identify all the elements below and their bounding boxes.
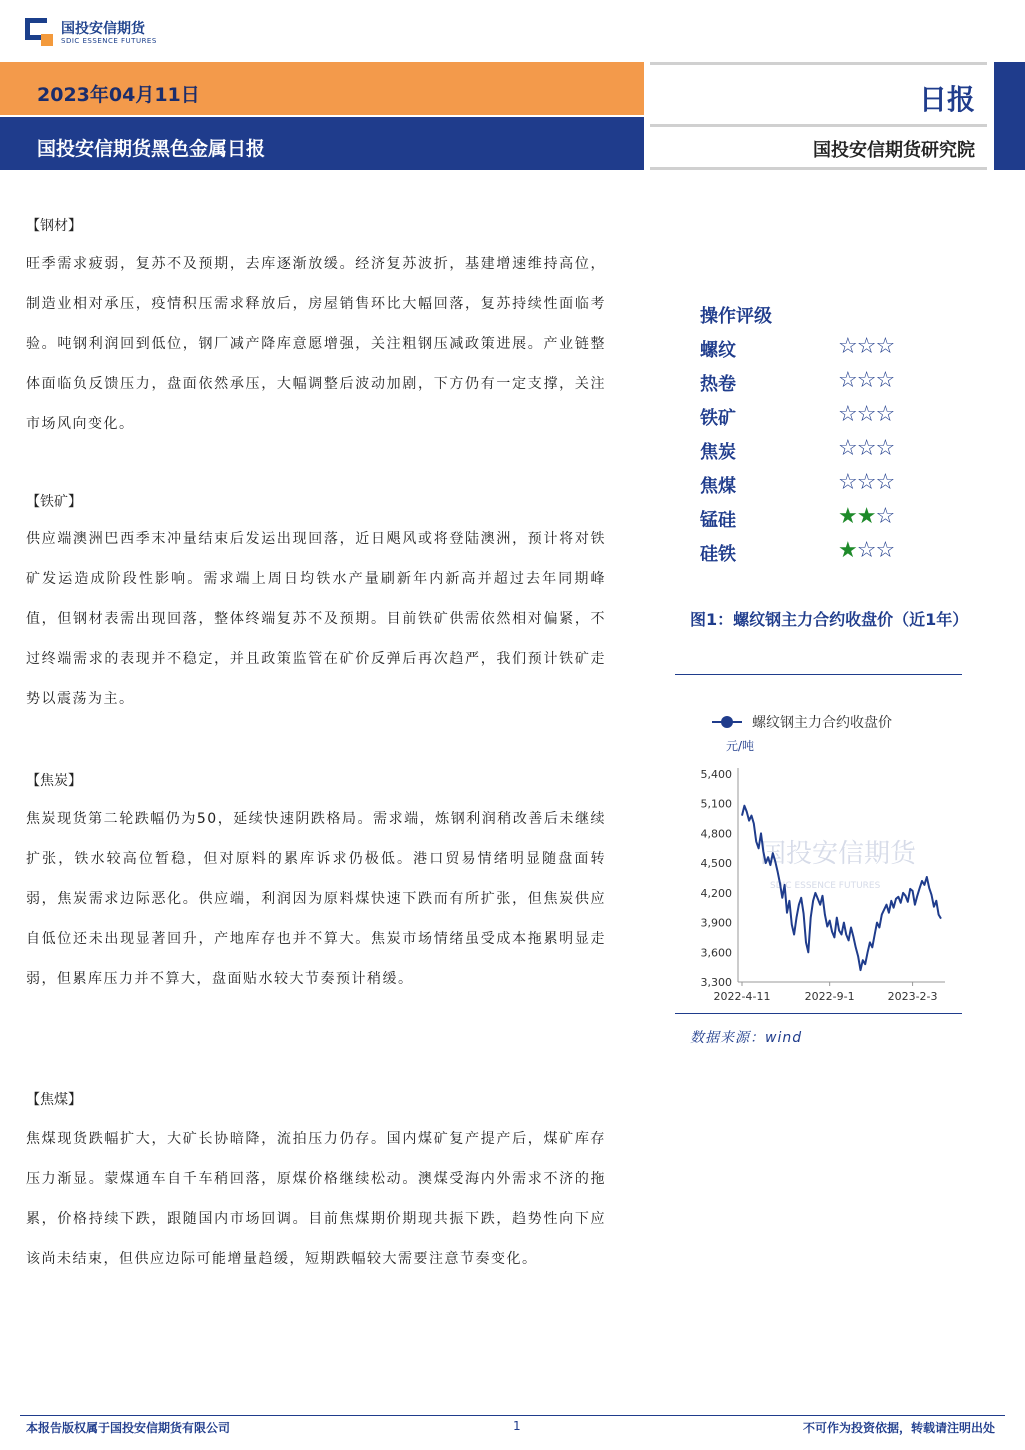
rating-row: [700, 472, 940, 502]
rating-stars: [838, 470, 894, 495]
star-empty-icon: ☆: [875, 402, 895, 427]
header-edge-bar: [994, 62, 1025, 170]
star-empty-icon: ☆: [856, 402, 876, 427]
rating-name: 螺纹: [700, 340, 736, 361]
x-tick-label: 2023-2-3: [887, 990, 938, 1003]
star-empty-icon: ☆: [856, 436, 876, 461]
logo-icon: [25, 18, 55, 48]
star-empty-icon: ☆: [838, 334, 857, 359]
star-empty-icon: ☆: [856, 538, 876, 563]
rating-row: [700, 336, 940, 366]
section-text-coke: 焦炭现货第二轮跌幅仍为50，延续快速阴跌格局。需求端，炼钢利润稍改善后未继续扩张，铁水较高位暂稳，但对原料的累库诉求仍极低。港口贸易情绪明显随盘面转弱，焦炭需求边际恶化。供应端，利润因为原料煤快速下跌而有所扩张，但焦炭供应自低位还未出现显著回升，产地库存也并不算大。焦炭市场情绪虽受成本拖累明显走弱，但累库压力并不算大，盘面贴水较大节奏预计稍缓。: [26, 811, 606, 987]
rating-stars: [838, 504, 894, 529]
price-line-chart: [690, 700, 960, 1015]
rating-stars: [838, 368, 894, 393]
rating-stars: [838, 436, 894, 461]
star-filled-icon: ★: [838, 504, 857, 529]
rating-row: [700, 540, 940, 570]
rating-row: [700, 404, 940, 434]
rating-name: 硅铁: [700, 544, 736, 565]
y-tick-label: 4,800: [700, 827, 732, 841]
star-empty-icon: ☆: [838, 402, 857, 427]
star-empty-icon: ☆: [856, 368, 876, 393]
rating-stars: [838, 334, 894, 359]
rating-row: [700, 370, 940, 400]
rating-row: [700, 506, 940, 536]
star-filled-icon: ★: [838, 538, 857, 563]
section-text-iron-ore: 供应端澳洲巴西季末冲量结束后发运出现回落，近日飓风或将登陆澳洲，预计将对铁矿发运造成阶段性影响。需求端上周日均铁水产量刷新年内新高并超过去年同期峰值，但钢材表需出现回落，整体终端复苏不及预期。目前铁矿供需依然相对偏紧，不过终端需求的表现并不稳定，并且政策监管在矿价反弹后再次趋严，我们预计铁矿走势以震荡为主。: [26, 531, 606, 707]
footer-rule: [20, 1415, 1005, 1416]
footer-copyright: 本报告版权属于国投安信期货有限公司: [26, 1421, 231, 1435]
logo-cn-text: 国投安信期货: [61, 20, 145, 37]
star-filled-icon: ★: [856, 504, 876, 529]
rating-stars: [838, 402, 894, 427]
y-axis-unit: 元/吨: [726, 739, 755, 753]
x-tick-label: 2022-4-11: [713, 990, 771, 1003]
doc-type-label: 日报: [918, 83, 975, 116]
star-empty-icon: ☆: [875, 538, 895, 563]
section-head-coke: 【焦炭】: [26, 773, 82, 789]
institute-name: 国投安信期货研究院: [813, 140, 975, 161]
rating-name: 铁矿: [700, 408, 736, 429]
y-tick-label: 3,900: [700, 916, 732, 930]
rating-name: 热卷: [700, 374, 736, 395]
section-text-coking-coal: 焦煤现货跌幅扩大，大矿长协暗降，流拍压力仍存。国内煤矿复产提产后，煤矿库存压力渐显。蒙煤通车自千车稍回落，原煤价格继续松动。澳煤受海内外需求不济的拖累，价格持续下跌，跟随国内市场回调。目前焦煤期价期现共振下跌，趋势性向下应该尚未结束，但供应边际可能增量趋缓，短期跌幅较大需要注意节奏变化。: [26, 1131, 606, 1267]
y-tick-label: 4,500: [700, 857, 732, 871]
rating-name: 锰硅: [700, 510, 736, 531]
rating-title: 操作评级: [700, 306, 772, 327]
star-empty-icon: ☆: [838, 470, 857, 495]
star-empty-icon: ☆: [875, 368, 895, 393]
y-tick-label: 3,300: [700, 976, 732, 989]
section-head-coking-coal: 【焦煤】: [26, 1092, 82, 1108]
y-tick-label: 5,400: [700, 768, 732, 781]
figure-bottom-rule: [675, 1013, 962, 1014]
figure-source: 数据来源：wind: [690, 1030, 803, 1046]
section-text-steel: 旺季需求疲弱，复苏不及预期，去库逐渐放缓。经济复苏波折，基建增速维持高位，制造业相对承压，疫情积压需求释放后，房屋销售环比大幅回落，复苏持续性面临考验。吨钢利润回到低位，钢厂减产降库意愿增强，关注粗钢压减政策进展。产业链整体面临负反馈压力，盘面依然承压，大幅调整后波动加剧，下方仍有一定支撑，关注市场风向变化。: [26, 256, 606, 432]
report-date: 2023年04月11日: [37, 84, 200, 106]
star-empty-icon: ☆: [838, 436, 857, 461]
rating-stars: [838, 538, 894, 563]
legend-marker-icon: [721, 716, 733, 728]
star-empty-icon: ☆: [856, 470, 876, 495]
header-right-panel: [650, 62, 987, 170]
company-logo: [25, 18, 157, 48]
logo-en-text: SDIC ESSENCE FUTURES: [61, 36, 157, 45]
chart-watermark-en: SDIC ESSENCE FUTURES: [770, 881, 881, 891]
star-empty-icon: ☆: [875, 436, 895, 461]
star-empty-icon: ☆: [875, 470, 895, 495]
rating-row: [700, 438, 940, 468]
section-head-steel: 【钢材】: [26, 218, 82, 234]
y-tick-label: 3,600: [700, 946, 732, 960]
x-tick-label: 2022-9-1: [804, 990, 855, 1003]
section-head-iron-ore: 【铁矿】: [26, 494, 82, 510]
chart-watermark: 国投安信期货: [760, 839, 917, 869]
report-title: 国投安信期货黑色金属日报: [37, 138, 266, 160]
star-empty-icon: ☆: [875, 504, 895, 529]
page-number: 1: [513, 1419, 521, 1433]
figure-top-rule: [675, 674, 962, 675]
star-empty-icon: ☆: [838, 368, 857, 393]
star-empty-icon: ☆: [856, 334, 876, 359]
y-tick-label: 5,100: [700, 797, 732, 811]
y-tick-label: 4,200: [700, 886, 732, 900]
footer-disclaimer: 不可作为投资依据，转载请注明出处: [802, 1421, 995, 1435]
figure-title: 图1：螺纹钢主力合约收盘价（近1年）: [690, 610, 969, 629]
legend-label: 螺纹钢主力合约收盘价: [752, 715, 892, 731]
star-empty-icon: ☆: [875, 334, 895, 359]
rating-name: 焦煤: [700, 476, 736, 497]
rating-name: 焦炭: [700, 442, 736, 463]
